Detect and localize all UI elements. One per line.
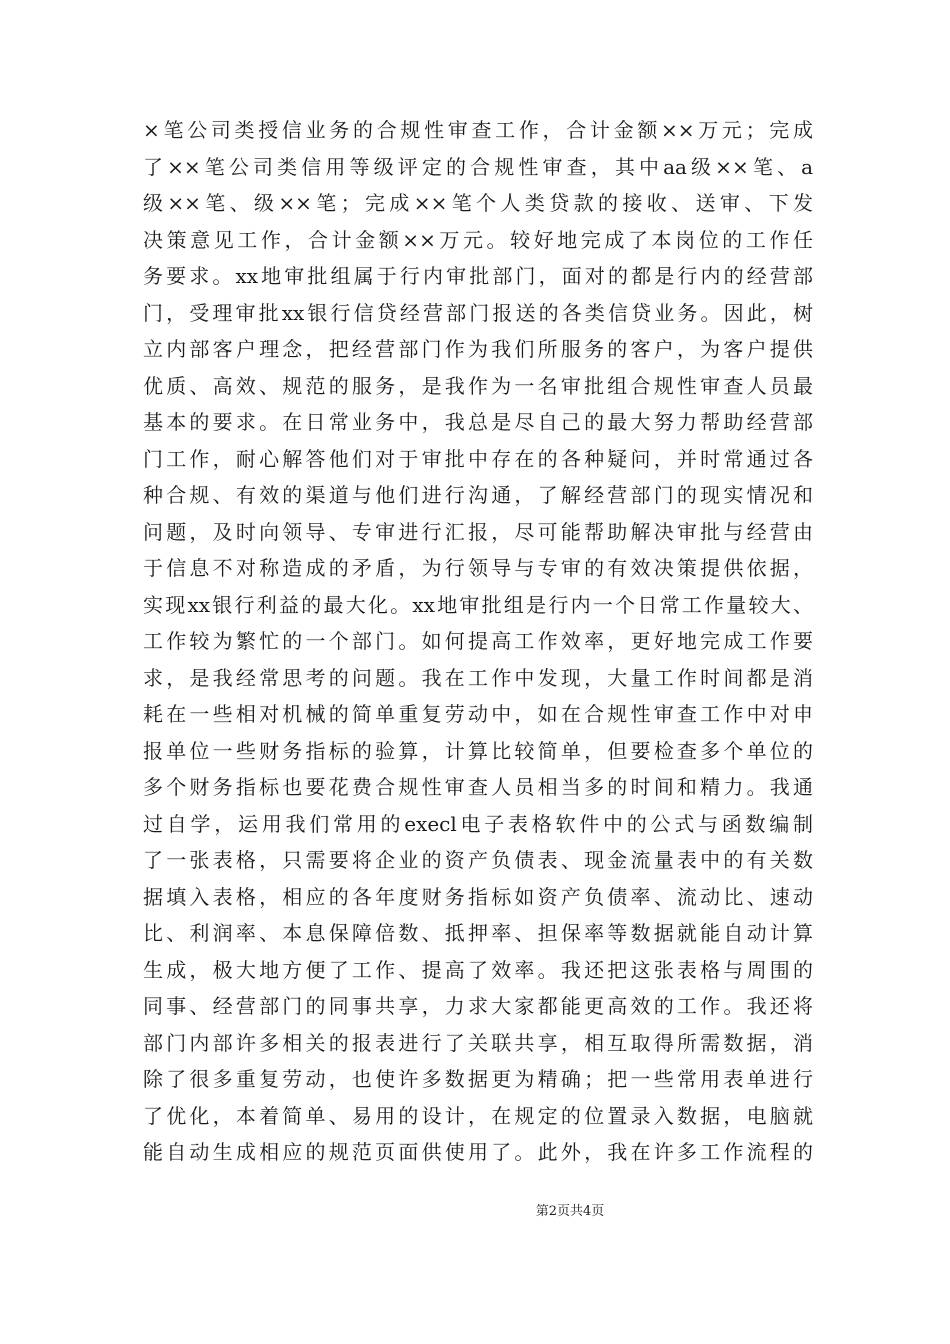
text-line: 门工作，耐心解答他们对于审批中存在的各种疑问，并时常通过各 xyxy=(143,446,813,471)
text-line: 实现xx银行利益的最大化。xx地审批组是行内一个日常工作量较大、 xyxy=(143,592,813,617)
text-line: 种合规、有效的渠道与他们进行沟通，了解经营部门的现实情况和 xyxy=(143,483,813,507)
text-line: 报单位一些财务指标的验算，计算比较简单，但要检查多个单位的 xyxy=(143,738,813,763)
text-line: 同事、经营部门的同事共享，力求大家都能更高效的工作。我还将 xyxy=(143,994,813,1018)
text-line: 除了很多重复劳动，也使许多数据更为精确；把一些常用表单进行 xyxy=(143,1067,813,1091)
text-line: 据填入表格，相应的各年度财务指标如资产负债率、流动比、速动 xyxy=(143,884,813,909)
text-line: 问题，及时向领导、专审进行汇报，尽可能帮助解决审批与经营由 xyxy=(143,519,813,544)
text-line: 了优化，本着简单、易用的设计，在规定的位置录入数据，电脑就 xyxy=(143,1103,813,1128)
text-line: 务要求。xx地审批组属于行内审批部门，面对的都是行内的经营部 xyxy=(143,264,813,288)
text-line: 级××笔、级××笔；完成××笔个人类贷款的接收、送审、下发 xyxy=(143,191,813,215)
text-line: 优质、高效、规范的服务，是我作为一名审批组合规性审查人员最 xyxy=(143,373,813,398)
text-line: 耗在一些相对机械的简单重复劳动中，如在合规性审查工作中对申 xyxy=(143,702,813,726)
text-line: 比、利润率、本息保障倍数、抵押率、担保率等数据就能自动计算 xyxy=(143,921,813,945)
text-line: 决策意见工作，合计金额××万元。较好地完成了本岗位的工作任 xyxy=(143,227,813,252)
text-line: 于信息不对称造成的矛盾，为行领导与专审的有效决策提供依据， xyxy=(143,556,813,580)
text-line: 生成，极大地方便了工作、提高了效率。我还把这张表格与周围的 xyxy=(143,957,813,982)
text-line: 门，受理审批xx银行信贷经营部门报送的各类信贷业务。因此，树 xyxy=(143,300,813,325)
text-line: 部门内部许多相关的报表进行了关联共享，相互取得所需数据，消 xyxy=(143,1030,813,1055)
text-line: 多个财务指标也要花费合规性审查人员相当多的时间和精力。我通 xyxy=(143,775,813,799)
body-text xyxy=(143,112,813,1171)
text-line: 立内部客户理念，把经营部门作为我们所服务的客户，为客户提供 xyxy=(143,337,813,361)
text-line: 能自动生成相应的规范页面供使用了。此外，我在许多工作流程的 xyxy=(143,1140,813,1164)
text-line: 基本的要求。在日常业务中，我总是尽自己的最大努力帮助经营部 xyxy=(143,410,813,434)
text-line: 求，是我经常思考的问题。我在工作中发现，大量工作时间都是消 xyxy=(143,665,813,690)
text-line: 过自学，运用我们常用的execl电子表格软件中的公式与函数编制 xyxy=(143,811,813,836)
page-number-footer: 第2页共4页 xyxy=(535,1204,605,1219)
text-line: 了一张表格，只需要将企业的资产负债表、现金流量表中的有关数 xyxy=(143,848,813,872)
text-line: 工作较为繁忙的一个部门。如何提高工作效率，更好地完成工作要 xyxy=(143,629,813,653)
text-line: 了××笔公司类信用等级评定的合规性审查，其中aa级××笔、a xyxy=(143,154,813,179)
text-line: ×笔公司类授信业务的合规性审查工作，合计金额××万元；完成 xyxy=(143,118,813,142)
